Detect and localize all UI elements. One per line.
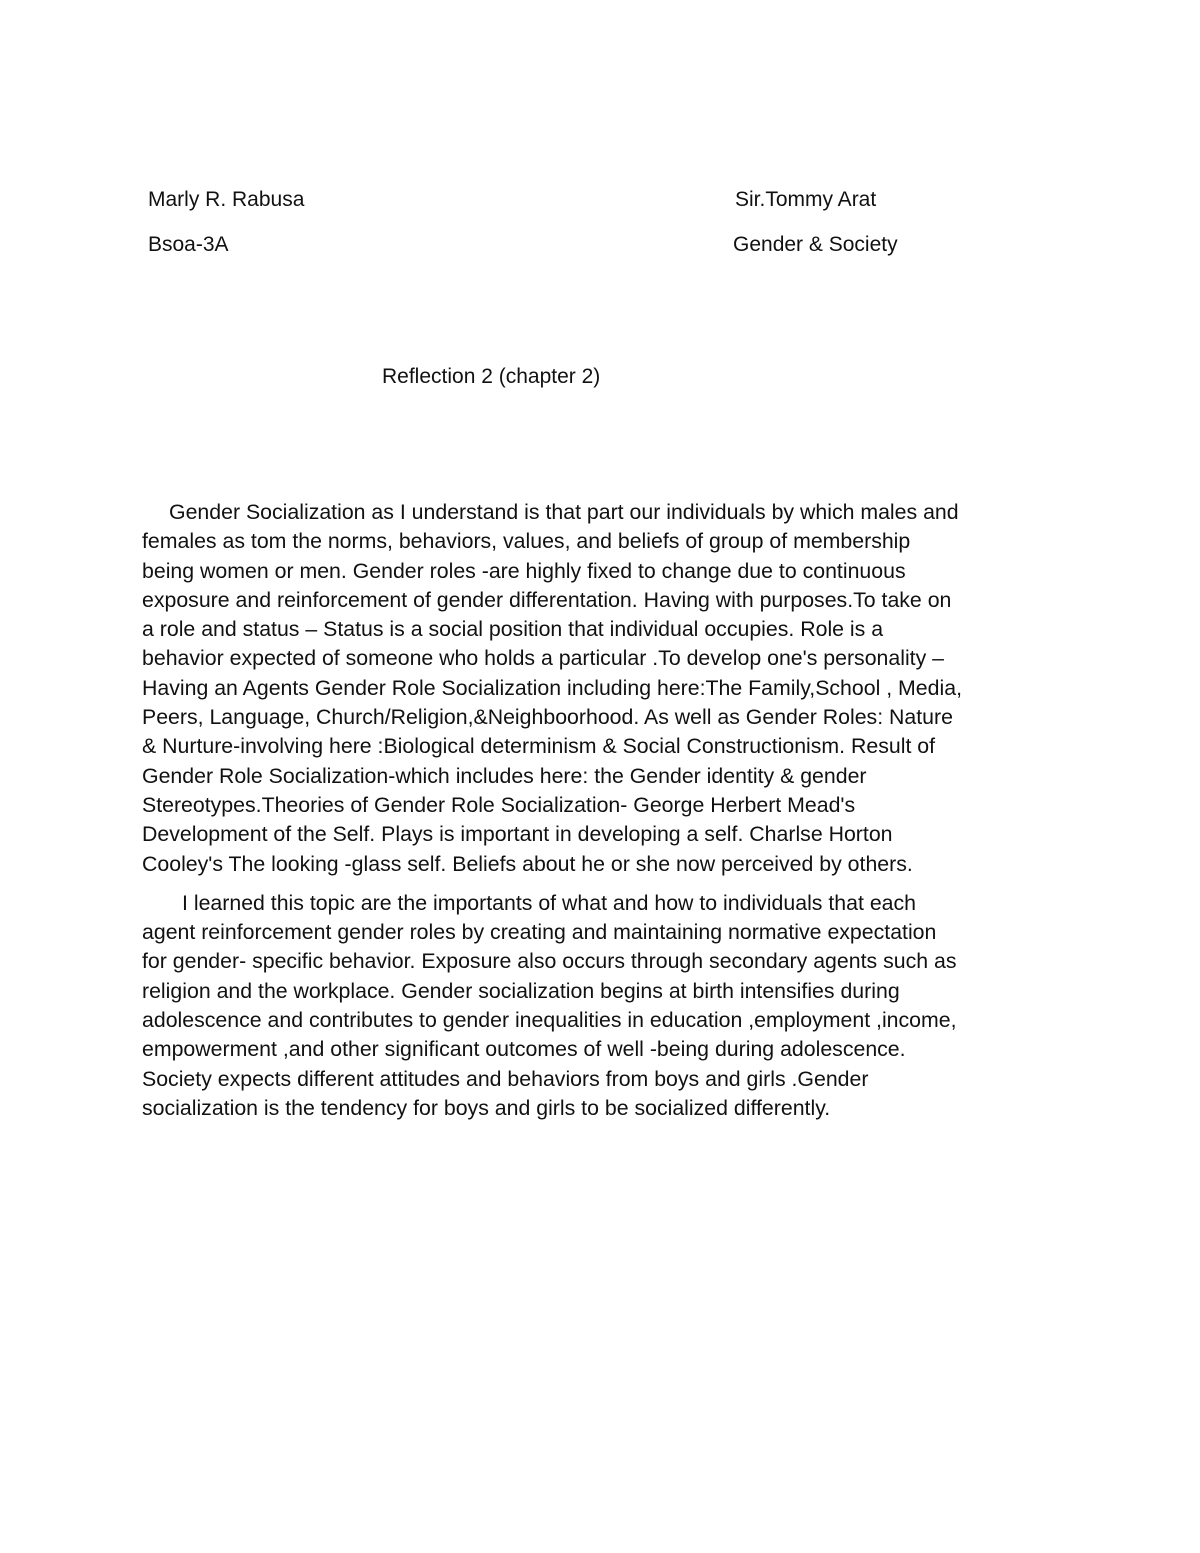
document-body <box>142 498 1062 1133</box>
course-name: Gender & Society <box>733 233 898 256</box>
paragraph-2 <box>142 889 1062 1123</box>
paragraph-1 <box>142 498 1062 879</box>
instructor-name: Sir.Tommy Arat <box>735 188 877 211</box>
student-section: Bsoa-3A <box>148 233 229 256</box>
student-name: Marly R. Rabusa <box>148 188 305 211</box>
paragraph-1-text: Gender Socialization as I understand is that part our individuals by which males and females as tom the norms, behaviors, values, and beliefs of group of membership being women or men. Gender roles -are highly fixed to change due to continuous exposure and reinforcement of gender differentation. Having with purposes.To take on a role and status – Status is a social position that individual occupies. Role is a behavior expected of someone who holds a particular .To develop one's personality – Having an Agents Gender Role Socialization including here:The Family,School , Media, Peers, Language, Church/Religion,&Neighboorhood. As well as Gender Roles: Nature & Nurture-involving here :Biological determinism & Social Constructionism. Result of Gender Role Socialization-which includes here: the Gender identity & gender Stereotypes.Theories of Gender Role Socialization- George Herbert Mead's Development of the Self. Plays is important in developing a self. Charlse Horton Cooley's The looking -glass self. Beliefs about he or she now perceived by others. <box>142 500 962 876</box>
paragraph-2-text: I learned this topic are the importants of what and how to individuals that each agent reinforcement gender roles by creating and maintaining normative expectation for gender- specific behavior. Exposure also occurs through secondary agents such as religion and the workplace. Gender socialization begins at birth intensifies during adolescence and contributes to gender inequalities in education ,employment ,income, empowerment ,and other significant outcomes of well -being during adolescence. Society expects different attitudes and behaviors from boys and girls .Gender socialization is the tendency for boys and girls to be socialized differently. <box>142 890 957 1120</box>
document-title: Reflection 2 (chapter 2) <box>382 365 601 388</box>
